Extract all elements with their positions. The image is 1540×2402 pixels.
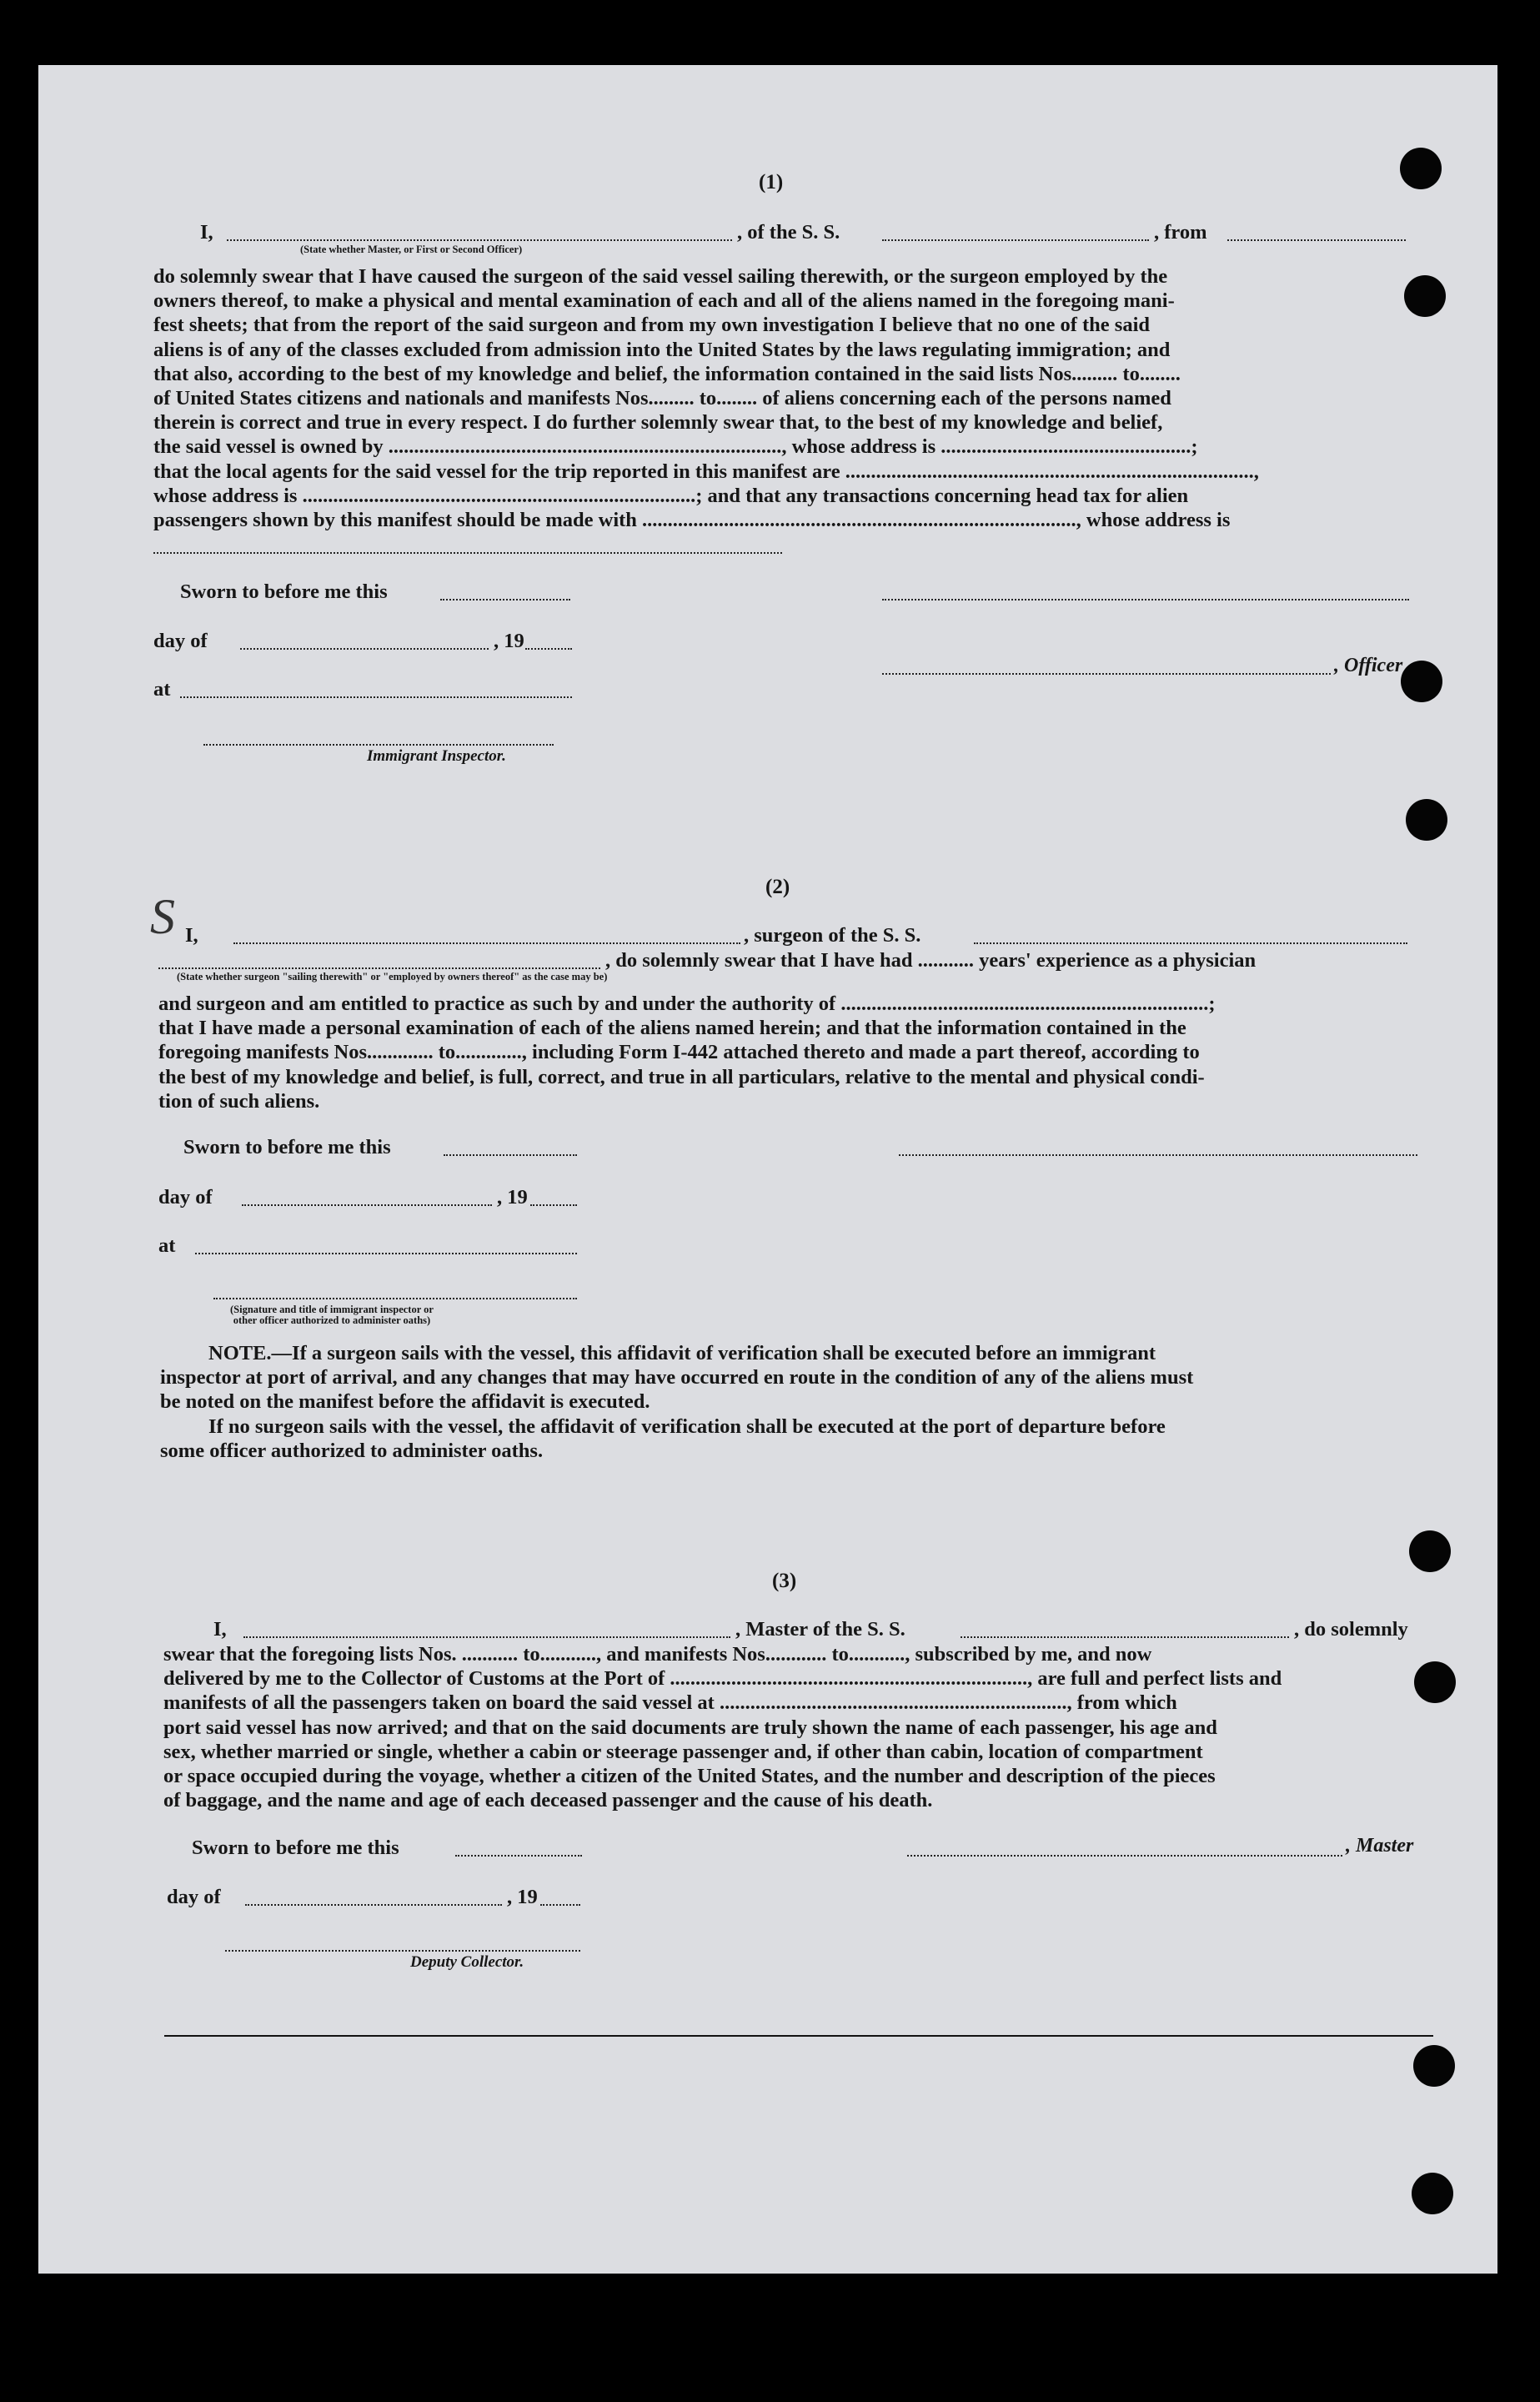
blank: [158, 967, 600, 969]
s1-oath-paragraph: do solemnly swear that I have caused the surgeon of the said vessel sailing therewith, or the surgeon employed by the owners thereof, to make a physical and mental examination of each and all of the aliens named in the foregoing mani- fest sheets; that from the report of the said surgeon and from my own investigation I believe that no one of the said aliens is of any of the classes excluded from admission into the United States by the laws regulating immigration; and that also, according to the best of my knowledge and belief, the information contained in the said lists Nos......... to........ of United States citizens and nationals and manifests Nos......... to........ of aliens concerning each of the persons named therein is correct and true in every respect. I do further solemnly swear that, to the best of my knowledge and belief, the said vessel is owned by ............................................................................., whose address is .................................................; that the local agents for the said vessel for the trip reported in this manifest are ................................................................................, whose address is .............................................................................; and that any transactions concerning head tax for alien passengers shown by this manifest should be made with ....................................................................................., whose address is: [153, 265, 1259, 532]
s3-master-of: , Master of the S. S.: [735, 1618, 905, 1641]
s2-surgeon-of: , surgeon of the S. S.: [744, 924, 921, 947]
blank: [242, 1204, 492, 1206]
blank: [213, 1298, 577, 1299]
s1-day-label: day of: [153, 630, 208, 652]
blank: [195, 1253, 577, 1254]
s1-at-label: at: [153, 678, 171, 701]
s2-year: , 19: [497, 1186, 528, 1209]
blank: [203, 744, 554, 746]
s3-oath-paragraph: swear that the foregoing lists Nos. ........... to..........., and manifests Nos............ to..........., subscribed by me, and now delivered by me to the Collector of Customs at the Port of ......................................................................, are full and perfect lists and manifests of all the passengers taken on board the said vessel at ...................................................................., from which port said vessel has now arrived; and that on the said documents are truly shown the name of each passenger, his age and sex, whether married or single, whether a cabin or steerage passenger and, if other than cabin, location of compartment or space occupied during the voyage, whether a citizen of the United States, and the number and description of the pieces of baggage, and the name and age of each deceased passenger and the cause of his death.: [163, 1643, 1282, 1812]
s1-from: , from: [1154, 221, 1207, 244]
blank: [240, 648, 489, 650]
s2-sworn-label: Sworn to before me this: [183, 1136, 391, 1158]
s3-deputy-caption: Deputy Collector.: [410, 1953, 524, 1971]
s2-i: I,: [185, 924, 198, 947]
blank: [540, 1904, 580, 1906]
s1-officer-blank: [227, 239, 732, 241]
blank: [974, 942, 1407, 944]
s1-year: , 19: [494, 630, 524, 652]
s2-at-label: at: [158, 1234, 176, 1257]
blank: [444, 1154, 577, 1156]
blank: [180, 696, 572, 698]
s1-officer-sig: , Officer: [1334, 655, 1403, 676]
s3-year: , 19: [507, 1886, 538, 1908]
note-paragraph: NOTE.—If a surgeon sails with the vessel, this affidavit of verification shall be executed before an immigrant inspector at port of arrival, and any changes that may have occurred en route in the condition of any of the aliens must be noted on the manifest before the affidavit is executed. If no surgeon sails with the vessel, the affidavit of verification shall be executed at the port of departure before some officer authorized to administer oaths.: [160, 1342, 1194, 1462]
punch-hole: [1413, 2045, 1455, 2087]
signature-blank: [899, 1154, 1417, 1156]
punch-hole: [1406, 799, 1447, 841]
blank: [233, 942, 740, 944]
blank: [525, 648, 572, 650]
punch-hole: [1401, 661, 1442, 702]
s2-line2: , do solemnly swear that I have had ........... years' experience as a physician: [605, 949, 1257, 972]
s3-day-label: day of: [167, 1886, 221, 1908]
s3-i: I,: [213, 1618, 227, 1641]
master-signature-blank: [907, 1855, 1342, 1857]
punch-hole: [1400, 148, 1442, 189]
s1-sworn-label: Sworn to before me this: [180, 580, 388, 603]
s1-of-ss: , of the S. S.: [737, 221, 840, 244]
section-1-number: (1): [759, 171, 784, 193]
s1-inspector-caption: Immigrant Inspector.: [367, 747, 506, 765]
blank: [225, 1950, 580, 1952]
s3-solemnly: , do solemnly: [1294, 1618, 1408, 1641]
s3-sworn-label: Sworn to before me this: [192, 1837, 399, 1859]
blank: [243, 1636, 730, 1638]
blank: [440, 599, 570, 600]
blank: [961, 1636, 1289, 1638]
blank: [455, 1855, 582, 1857]
s1-final-address-blank: [153, 552, 782, 554]
s1-vessel-blank: [882, 239, 1149, 241]
s1-first-line: I,: [200, 221, 213, 244]
s1-officer-caption: (State whether Master, or First or Second Officer): [300, 244, 523, 255]
punch-hole: [1404, 275, 1446, 317]
handwritten-mark: S: [150, 889, 175, 944]
signature-blank: [882, 599, 1409, 600]
blank: [245, 1904, 502, 1906]
officer-signature-blank: [882, 673, 1331, 675]
s2-day-label: day of: [158, 1186, 213, 1209]
divider-rule: [164, 2035, 1433, 2037]
blank: [530, 1204, 577, 1206]
s1-from-blank: [1227, 239, 1406, 241]
s2-sig-caption: (Signature and title of immigrant inspector or other officer authorized to administer oaths): [230, 1304, 434, 1326]
punch-hole: [1412, 2173, 1453, 2214]
s2-caption: (State whether surgeon "sailing therewith" or "employed by owners thereof" as the case may be): [177, 971, 608, 982]
s3-master-sig: , Master: [1346, 1835, 1414, 1857]
section-3-number: (3): [772, 1570, 797, 1592]
punch-hole: [1409, 1530, 1451, 1572]
s2-oath-paragraph: and surgeon and am entitled to practice as such by and under the authority of ........................................................................; that I have made a personal examination of each of the aliens named herein; and that the information contained in the foregoing manifests Nos............. to............., including Form I-442 attached thereto and made a part thereof, according to the best of my knowledge and belief, is full, correct, and true in all particulars, relative to the mental and physical condi- tion of such aliens.: [158, 992, 1216, 1113]
section-2-number: (2): [765, 876, 790, 898]
